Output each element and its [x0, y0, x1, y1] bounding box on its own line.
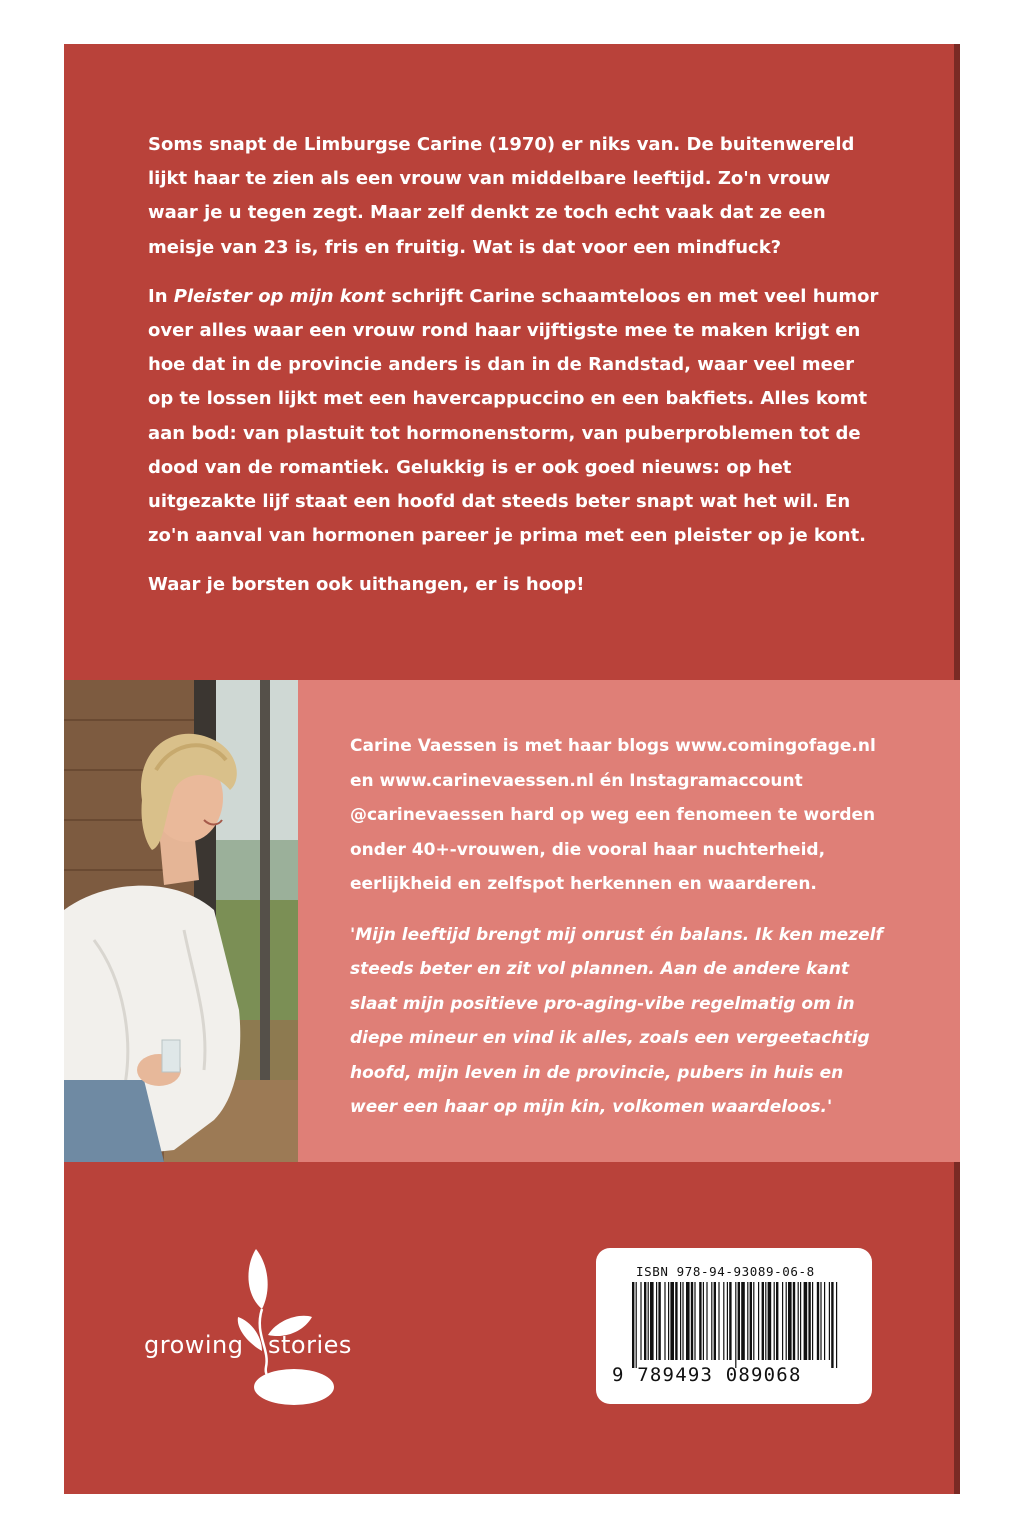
- author-photo: [64, 680, 298, 1162]
- barcode-bar: [640, 1282, 641, 1360]
- barcode-bar: [680, 1282, 681, 1360]
- author-bio-text: [350, 729, 890, 1141]
- publisher-name: [144, 1331, 352, 1359]
- sprout-icon: [144, 1239, 364, 1409]
- blurb-p2-prefix: In: [148, 285, 174, 307]
- barcode-bar: [836, 1282, 837, 1368]
- barcode-bar: [727, 1282, 728, 1360]
- barcode-bar: [714, 1282, 716, 1360]
- barcode-bar: [741, 1282, 745, 1360]
- barcode-bar: [664, 1282, 665, 1360]
- barcode-bar: [765, 1282, 766, 1360]
- barcode-bars: [632, 1282, 838, 1368]
- barcode-bar: [686, 1282, 690, 1360]
- barcode-bar: [788, 1282, 792, 1360]
- barcode-bar: [820, 1282, 821, 1360]
- barcode-bar: [691, 1282, 693, 1360]
- barcode-bar: [800, 1282, 801, 1360]
- barcode-bar: [648, 1282, 649, 1360]
- barcode-bar: [729, 1282, 731, 1360]
- barcode-bar: [735, 1282, 736, 1368]
- barcode-bar: [670, 1282, 674, 1360]
- author-bio-paragraph: Carine Vaessen is met haar blogs www.comingofage.nl en www.carinevaessen.nl én Instagramaccount @carinevaessen hard op weg een fenomeen te worden onder 40+-vrouwen, die vooral haar nuchterheid, eerlijkheid en zelfspot herkennen en waarderen.: [350, 736, 876, 894]
- barcode-bar: [747, 1282, 748, 1360]
- barcode-bar: [656, 1282, 657, 1360]
- book-back-cover: [64, 44, 960, 1494]
- barcode-bar: [812, 1282, 813, 1360]
- barcode-bar: [750, 1282, 752, 1360]
- barcode-bar: [786, 1282, 787, 1360]
- blurb-p2-rest: schrijft Carine schaamteloos en met veel humor over alles waar een vrouw rond haar vijftigste mee te maken krijgt en hoe dat in de provincie anders is dan in de Randstad, waar veel meer op te lossen lijkt met een havercappuccino en een bakfiets. Alles komt aan bod: van plastuit tot hormonenstorm, van puberproblemen tot de dood van de romantiek. Gelukkig is er ook goed nieuws: op het uitgezakte lijf staat een hoofd dat steeds beter snapt wat het wil. En zo'n aanval van hormonen pareer je prima met een pleister op je kont.: [148, 285, 879, 547]
- author-photo-illustration: [64, 680, 298, 1162]
- barcode-bar: [636, 1282, 637, 1368]
- barcode-bar: [824, 1282, 825, 1360]
- barcode-bar: [808, 1282, 810, 1360]
- blurb-text: [148, 128, 883, 618]
- barcode-bar: [762, 1282, 764, 1360]
- blurb-paragraph-2: [148, 280, 883, 554]
- barcode-bar: [738, 1282, 740, 1360]
- barcode-bar: [703, 1282, 704, 1360]
- author-quote: 'Mijn leeftijd brengt mij onrust én balans. Ik ken mezelf steeds beter en zit vol plannen. Aan de andere kant slaat mijn positieve pro-aging-vibe regelmatig om in diepe mineur en vind ik alles, zoals een vergeetachtig hoofd, mijn leven in de provincie, pubers in huis en weer een haar op mijn kin, volkomen waardeloos.': [350, 924, 883, 1117]
- barcode-bar: [804, 1282, 808, 1360]
- barcode-bar: [644, 1282, 646, 1360]
- barcode-bar: [753, 1282, 754, 1360]
- author-bio-band: [64, 680, 960, 1162]
- publisher-name-left: growing: [144, 1331, 244, 1359]
- barcode-bar: [706, 1282, 707, 1360]
- barcode-bar: [798, 1282, 799, 1360]
- barcode-bar: [675, 1282, 677, 1360]
- publisher-logo: [144, 1239, 364, 1409]
- barcode-bar: [699, 1282, 701, 1360]
- barcode-bar: [694, 1282, 695, 1360]
- barcode-bar: [711, 1282, 712, 1360]
- barcode-bar: [774, 1282, 775, 1360]
- book-title-italic: Pleister op mijn kont: [173, 285, 385, 307]
- blurb-paragraph-1: Soms snapt de Limburgse Carine (1970) er niks van. De buitenwereld lijkt haar te zien als een vrouw van middelbare leeftijd. Zo'n vrouw waar je u tegen zegt. Maar zelf denkt ze toch echt vaak dat ze een meisje van 23 is, fris en fruitig. Wat is dat voor een mindfuck?: [148, 134, 855, 258]
- barcode-bar: [668, 1282, 669, 1360]
- barcode-bar: [831, 1282, 833, 1368]
- barcode-bar: [758, 1282, 759, 1360]
- ean-digits: 9 789493 089068: [612, 1364, 802, 1386]
- barcode-bar: [658, 1282, 660, 1360]
- publisher-name-right: stories: [268, 1331, 352, 1359]
- barcode-label: [596, 1248, 872, 1404]
- barcode-bar: [632, 1282, 634, 1368]
- barcode-bar: [718, 1282, 719, 1360]
- barcode-bar: [682, 1282, 683, 1360]
- barcode-bar: [723, 1282, 724, 1360]
- isbn-text: ISBN 978-94-93089-06-8: [636, 1264, 815, 1279]
- barcode-bar: [782, 1282, 783, 1360]
- barcode-bar: [817, 1282, 819, 1360]
- barcode-bar: [793, 1282, 795, 1360]
- barcode-bar: [768, 1282, 772, 1360]
- barcode-bar: [829, 1282, 830, 1360]
- barcode-bar: [650, 1282, 654, 1360]
- barcode-bar: [776, 1282, 778, 1360]
- blurb-paragraph-3: Waar je borsten ook uithangen, er is hoop!: [148, 574, 585, 596]
